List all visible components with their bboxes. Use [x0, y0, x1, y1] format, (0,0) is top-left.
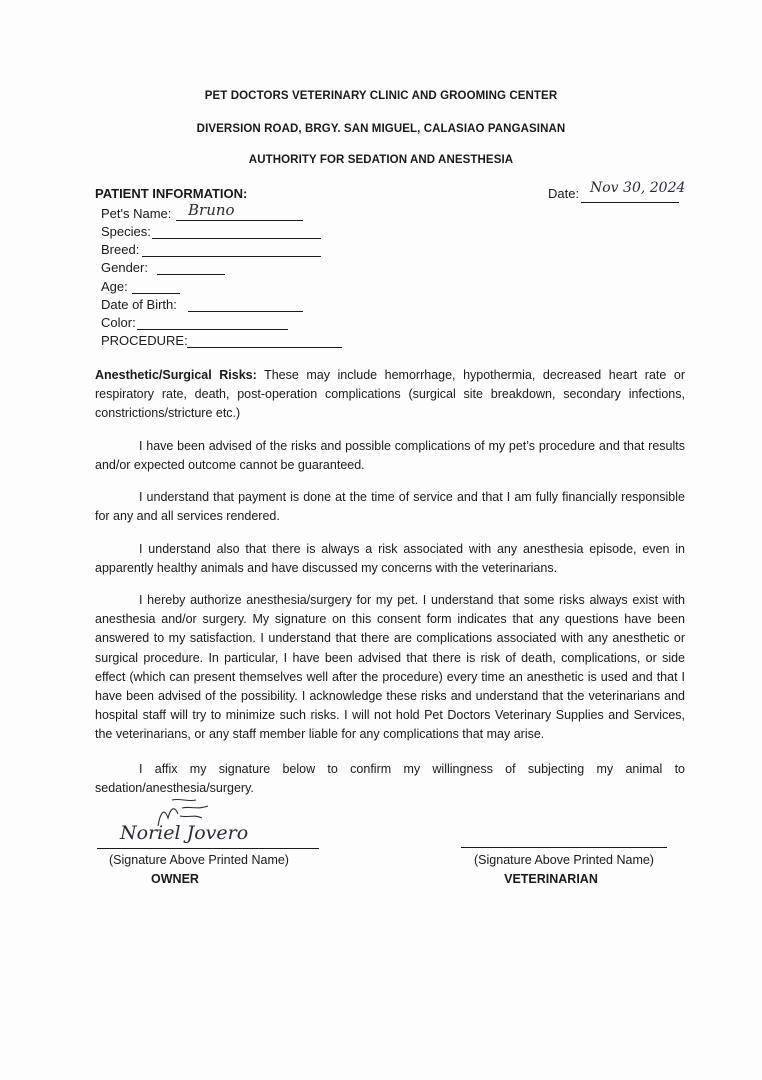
vet-role: VETERINARIAN — [504, 872, 598, 886]
vet-signature-line — [461, 847, 667, 848]
age-label: Age: — [101, 279, 128, 294]
risks-heading: Anesthetic/Surgical Risks: — [95, 368, 257, 382]
pet-name-value: Bruno — [188, 201, 235, 219]
risks-paragraph — [95, 366, 685, 424]
procedure-label: PROCEDURE: — [101, 333, 188, 348]
paragraph-anesthesia-risk: I understand also that there is always a risk associated with any anesthesia episode, even in apparently healthy animals and have discussed my concerns with the veterinarians. — [95, 542, 685, 576]
gender-label: Gender: — [101, 260, 148, 275]
paragraph-payment: I understand that payment is done at the time of service and that I am fully financially responsible for any and all services rendered. — [95, 490, 685, 524]
vet-caption: (Signature Above Printed Name) — [474, 853, 654, 867]
breed-label: Breed: — [101, 242, 140, 257]
patient-info-heading: PATIENT INFORMATION: — [95, 186, 248, 201]
color-line — [137, 329, 288, 330]
pet-name-label: Pet's Name: — [101, 206, 172, 221]
procedure-line — [187, 347, 342, 348]
species-line — [152, 238, 321, 239]
owner-caption: (Signature Above Printed Name) — [109, 853, 289, 867]
paragraph-affix-signature: I affix my signature below to confirm my willingness of subjecting my animal to sedation/anesthesia/surgery. — [95, 762, 685, 796]
form-title: AUTHORITY FOR SEDATION AND ANESTHESIA — [248, 154, 514, 166]
breed-line — [142, 256, 321, 257]
gender-line — [157, 274, 225, 275]
risks-text: These may include hemorrhage, hypothermia, decreased heart rate or respiratory rate, death, post-operation complications (surgical site breakdown, secondary infections, constrictions/stricture etc.) — [95, 368, 685, 421]
dob-label: Date of Birth: — [101, 297, 177, 312]
age-line — [132, 293, 180, 294]
dob-line — [188, 311, 303, 312]
clinic-name: PET DOCTORS VETERINARY CLINIC AND GROOMING CENTER — [204, 90, 558, 102]
species-label: Species: — [101, 224, 151, 239]
color-label: Color: — [101, 315, 136, 330]
owner-signature-line — [97, 848, 319, 849]
owner-role: OWNER — [151, 872, 199, 886]
date-handwritten: Nov 30, 2024 — [590, 180, 686, 196]
date-line — [581, 202, 679, 203]
date-label: Date: — [548, 186, 580, 201]
pet-name-line — [176, 220, 303, 221]
clinic-address: DIVERSION ROAD, BRGY. SAN MIGUEL, CALASIAO PANGASINAN — [196, 123, 566, 135]
paragraph-risks-advised: I have been advised of the risks and possible complications of my pet’s procedure and that results and/or expected outcome cannot be guaranteed. — [95, 439, 685, 473]
owner-printed-name: Noriel Jovero — [120, 822, 249, 844]
paragraph-authorization: I hereby authorize anesthesia/surgery for my pet. I understand that some risks always exist with anesthesia and/or surgery. My signature on this consent form indicates that any questions have been answered to my satisfaction. I understand that there are complications associated with any anesthetic or surgical procedure. In particular, I have been advised that there is risk of death, complications, or side effect (which can present themselves well after the procedure) every time an anesthetic is used and that I have been advised of the possibility. I acknowledge these risks and understand that the veterinarians and hospital staff will try to minimize such risks. I will not hold Pet Doctors Veterinary Supplies and Services, the veterinarians, or any staff member liable for any complications that may arise. — [95, 593, 685, 742]
